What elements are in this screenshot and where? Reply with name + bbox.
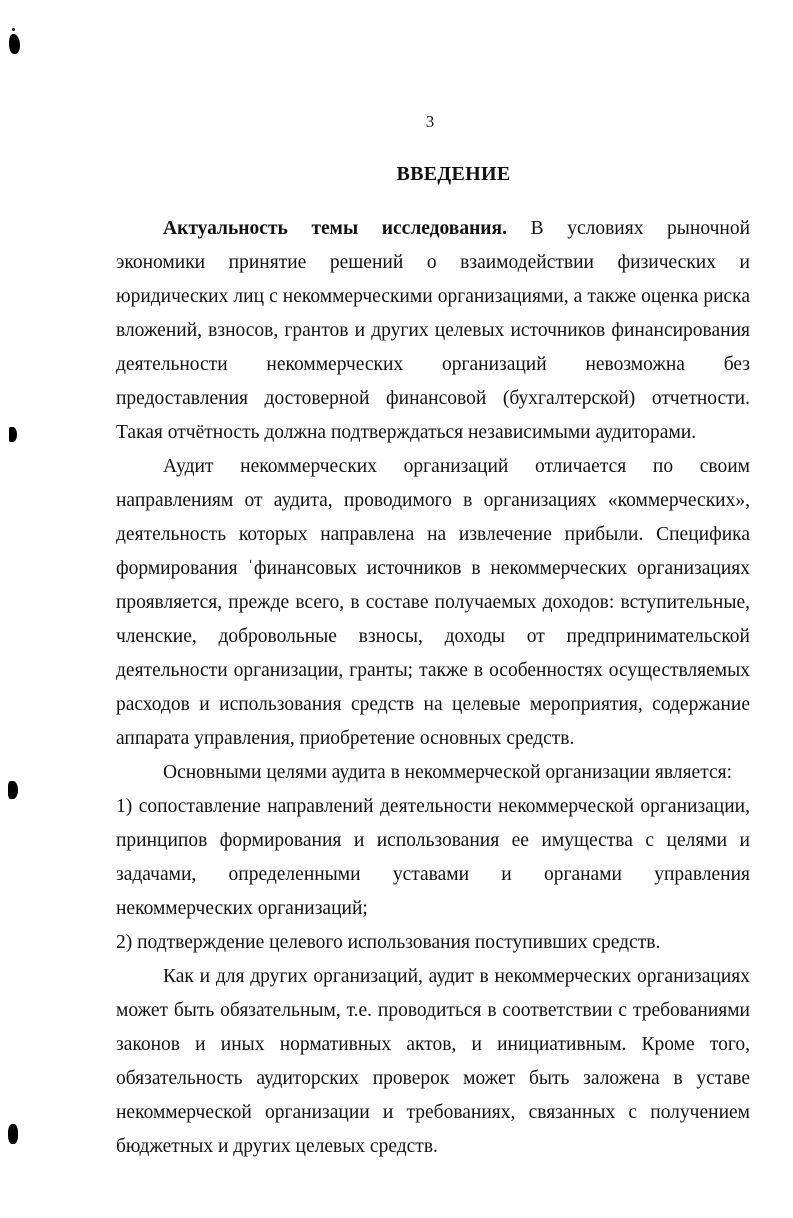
paragraph-goals-intro: Основными целями аудита в некоммерческой организации является: [163, 762, 733, 783]
relevance-text: В условиях рыночной экономики принятие решений о взаимодействии физических и юридических лиц с некоммерческими организациями, а также оценка риска вложений, взносов, грантов и других целевых источников финансирования деятельности некоммерческих организаций невозможна без предоставления достоверной финансовой (бухгалтерской) отчетности. Такая отчётность должна подтверждаться независимыми аудиторами. [116, 218, 751, 443]
page-number: 3 [425, 112, 435, 131]
scan-mark-upper [9, 427, 17, 442]
paragraph-relevance [116, 212, 750, 450]
relevance-lead: Актуальность темы исследования. [163, 218, 507, 239]
page-title: ВВЕДЕНИЕ [396, 163, 511, 185]
list-item-goal-1: 1) сопоставление направлений деятельности некоммерческой организации, принципов формирования и использования ее имущества с целями и задачами, определенными уставами и органами управления некоммерческих организаций; [116, 796, 750, 919]
scan-mark-top [9, 34, 20, 54]
document-body [116, 212, 750, 1164]
scan-mark-middle [8, 781, 18, 799]
scan-mark-dot [12, 28, 15, 31]
scan-mark-bottom [8, 1124, 18, 1144]
list-item-goal-2: 2) подтверждение целевого использования поступивших средств. [116, 932, 661, 953]
paragraph-audit-specifics: Аудит некоммерческих организаций отличается по своим направлениям от аудита, проводимого в организациях «коммерческих», деятельность которых направлена на извлечение прибыли. Специфика формирования ˈфинансовых источников в некоммерческих организациях проявляется, прежде всего, в составе получаемых доходов: вступительные, членские, добровольные взносы, доходы от предпринимательской деятельности организации, гранты; также в особенностях осуществляемых расходов и использования средств на целевые мероприятия, содержание аппарата управления, приобретение основных средств. [116, 456, 750, 749]
paragraph-mandatory-audit: Как и для других организаций, аудит в некоммерческих организациях может быть обязательным, т.е. проводиться в соответствии с требованиями законов и иных нормативных актов, и инициативным. Кроме того, обязательность аудиторских проверок может быть заложена в уставе некоммерческой организации и требованиях, связанных с получением бюджетных и других целевых средств. [116, 966, 750, 1157]
